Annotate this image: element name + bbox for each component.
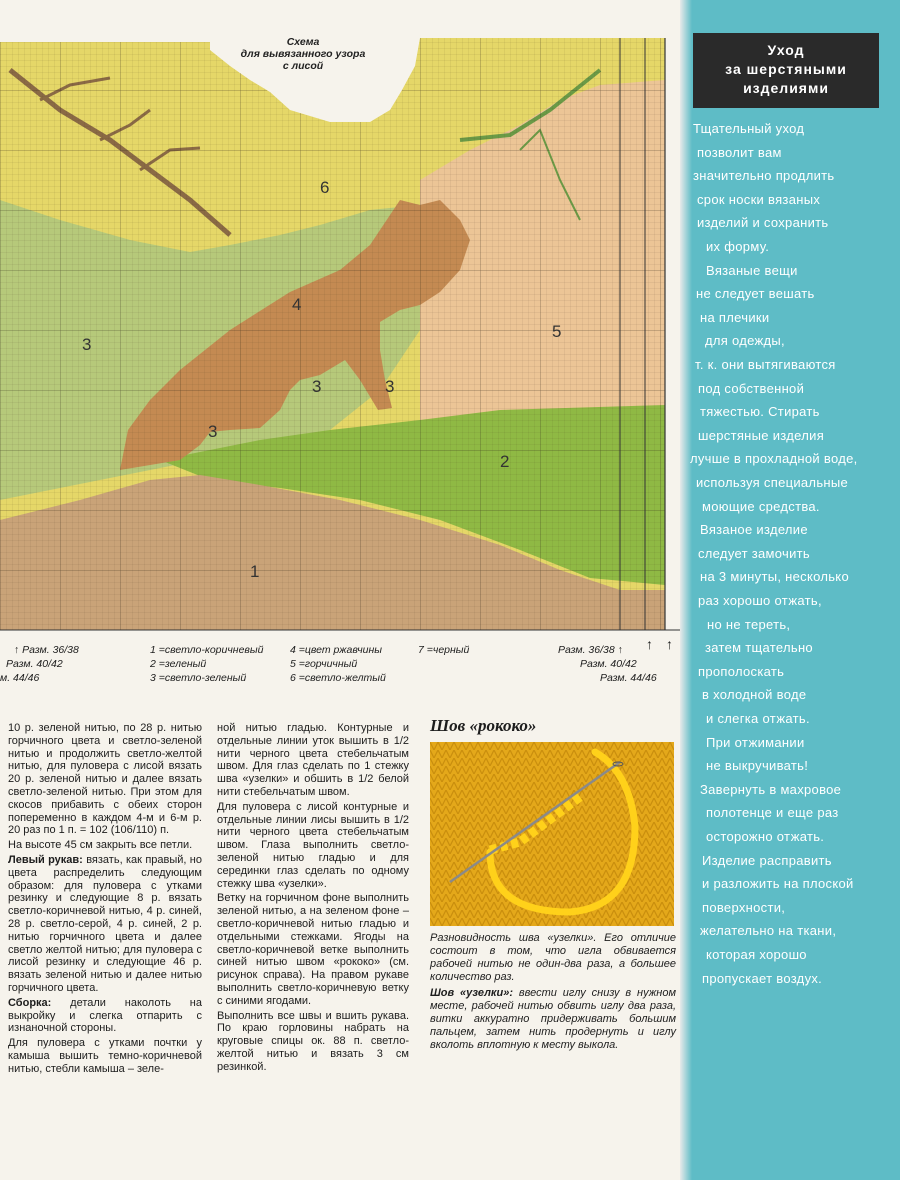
sidebar-line: Вязаное изделие [700, 522, 808, 538]
size-label: ↑ Разм. 36/38 [14, 644, 79, 656]
sidebar-line: поверхности, [702, 899, 786, 915]
size-label: м. 44/46 [0, 672, 40, 684]
zone-label: 3 [312, 377, 322, 396]
sidebar-line: на плечики [700, 309, 770, 325]
sidebar-line: используя специальные [696, 475, 849, 490]
zone-label: 1 [250, 562, 260, 581]
sidebar-line: в холодной воде [702, 687, 807, 703]
sidebar-line: раз хорошо отжать, [698, 593, 822, 608]
sidebar-line: тяжестью. Стирать [700, 404, 820, 420]
sidebar-line: позволит вам [697, 144, 782, 160]
size-label: Разм. 44/46 [600, 672, 657, 684]
sidebar-line: и слегка отжать. [706, 711, 810, 726]
text-column-2: ной нитью гладью. Контурные и отдельные линии уток вышить в 1/2 нити черного цвета стебельчатым швом. Для глаз сделать по 1 стежку шва «узелки» и обшить в 1/2 белой нити стебельчатым швом. Для пуловера с лисой контурные и отдельные линии лисы вышить в 1/2 нити черного цвета стебельчатым швом. Глаза выполнить светло-зеленой нитью гладью и для серединки глаз сделать по одному стежку шва «узелки». Ветку на горчичном фоне выполнить зеленой нитью, а на зеленом фоне – светло-коричневой нитью гладью и отдельными стежками. Ягоды на светло-коричневой ветке выполнить синей нитью швом «рококо» (см. рисунок справа). На правом рукаве выполнить светло-коричневую ветку с синими ягодами. Выполнить все швы и вшить рукава. По краю горловины набрать на круговые спицы ок. 88 п. светло-желтой нитью и вязать 3 см резинкой. [217, 722, 409, 1073]
sidebar-line: не следует вешать [696, 286, 815, 302]
color-legend [0, 636, 680, 690]
knitting-chart [0, 30, 680, 640]
arrow-up-icon: ↑ [646, 636, 653, 652]
sidebar-line: на 3 минуты, несколько [700, 569, 849, 585]
zone-label: 2 [500, 452, 510, 471]
size-label: Разм. 40/42 [580, 658, 637, 670]
sidebar-line: и разложить на плоской [702, 876, 854, 892]
sidebar-line: Завернуть в махровое [700, 781, 842, 797]
size-label: Разм. 40/42 [6, 658, 63, 670]
sidebar-line: но не тереть, [707, 616, 791, 632]
sidebar-line: срок носки вязаных [697, 191, 821, 207]
sidebar-line: следует замочить [698, 545, 810, 561]
zone-label: 4 [292, 295, 302, 314]
sidebar-line: моющие средства. [702, 498, 820, 514]
sidebar-line: желательно на ткани, [700, 923, 837, 939]
legend-item: 2 =зеленый [150, 658, 207, 670]
legend-item: 6 =светло-желтый [290, 672, 386, 684]
sidebar-line: под собственной [698, 380, 805, 396]
rococo-stitch-illustration [430, 742, 674, 926]
chart-graphic [0, 30, 680, 640]
sidebar-line: т. к. они вытягиваются [695, 357, 836, 372]
sidebar-line: не выкручивать! [706, 758, 809, 774]
arrow-up-icon: ↑ [666, 636, 673, 652]
sidebar-line: затем тщательно [705, 640, 813, 656]
chart-fills [0, 30, 680, 640]
zone-label: 6 [320, 178, 330, 197]
zone-label: 5 [552, 322, 562, 341]
size-label: Разм. 36/38 ↑ [558, 644, 623, 656]
sidebar-line: лучше в прохладной воде, [690, 451, 858, 467]
sidebar-line: значительно продлить [693, 168, 835, 184]
sidebar-line: прополоскать [698, 663, 785, 679]
zone-label: 3 [82, 335, 92, 354]
scheme-title: Схема для вывязанного узора с лисой [240, 36, 366, 72]
rococo-title: Шов «рококо» [430, 716, 537, 735]
sidebar-line: пропускает воздух. [702, 970, 823, 986]
sidebar-line: При отжимании [706, 734, 805, 750]
rococo-caption: Разновидность шва «узелки». Его отличие состоит в том, что игла обвивается рабочей нитью не один-два раза, а большее количество раз. Шов «узелки»: ввести иглу снизу в нужном месте, рабочей нитью обвить иглу два раза, витки аккуратно придерживать большим пальцем, затем нить продернуть и иглу вколоть вплотную к месту выкола. [430, 932, 676, 1051]
sidebar-line: Изделие расправить [702, 852, 832, 868]
sidebar-line: которая хорошо [706, 947, 807, 962]
sidebar-line: осторожно отжать. [706, 829, 825, 844]
sidebar-line: Тщательный уход [693, 121, 805, 136]
zone-label: 3 [208, 422, 218, 441]
sidebar-line: Вязаные вещи [706, 262, 798, 278]
legend-item: 5 =горчичный [290, 658, 358, 670]
zone-label: 3 [385, 377, 395, 396]
legend-item: 1 =светло-коричневый [150, 644, 264, 656]
sidebar-line: шерстяные изделия [698, 427, 825, 443]
sidebar-line: изделий и сохранить [697, 215, 829, 231]
legend-item: 7 =черный [418, 644, 470, 656]
legend-item: 3 =светло-зеленый [150, 672, 247, 684]
sidebar-line: полотенце и еще раз [706, 805, 839, 821]
sidebar-line: для одежды, [705, 333, 785, 349]
text-column-1: 10 р. зеленой нитью, по 28 р. нитью горчичного цвета и светло-зеленой нитью и продолжить светло-желтой нитью, для пуловера с лисой вязать 20 р. зеленой нитью и далее вязать светло-зеленой нитью. При этом для скосов прибавить с обеих сторон попеременно в каждом 4-м и 6-м р. 20 раз по 1 п. = 102 (106/110) п. На высоте 45 см закрыть все петли. Левый рукав: вязать, как правый, но цвета распределить следующим образом: для пуловера с утками резинку и следующие 8 р. вязать светло-коричневой нитью, 4 р. синей, 28 р. светло-серой, 4 р. синей, 2 р. нитью горчичного цвета и далее светло желтой нитью; для пуловера с лисой резинку и следующие 46 р. вязать зеленой нитью и далее нитью горчичного цвета. Сборка: детали наколоть на выкройку и слегка отпарить с изнаночной стороны. Для пуловера с утками почтки у камыша вышить темно-коричневой нитью, стебли камыша – зеле- [8, 722, 202, 1075]
sidebar-title: Уход за шерстяными изделиями [693, 33, 879, 108]
legend-item: 4 =цвет ржавчины [290, 644, 382, 656]
sidebar-line: их форму. [706, 239, 770, 254]
